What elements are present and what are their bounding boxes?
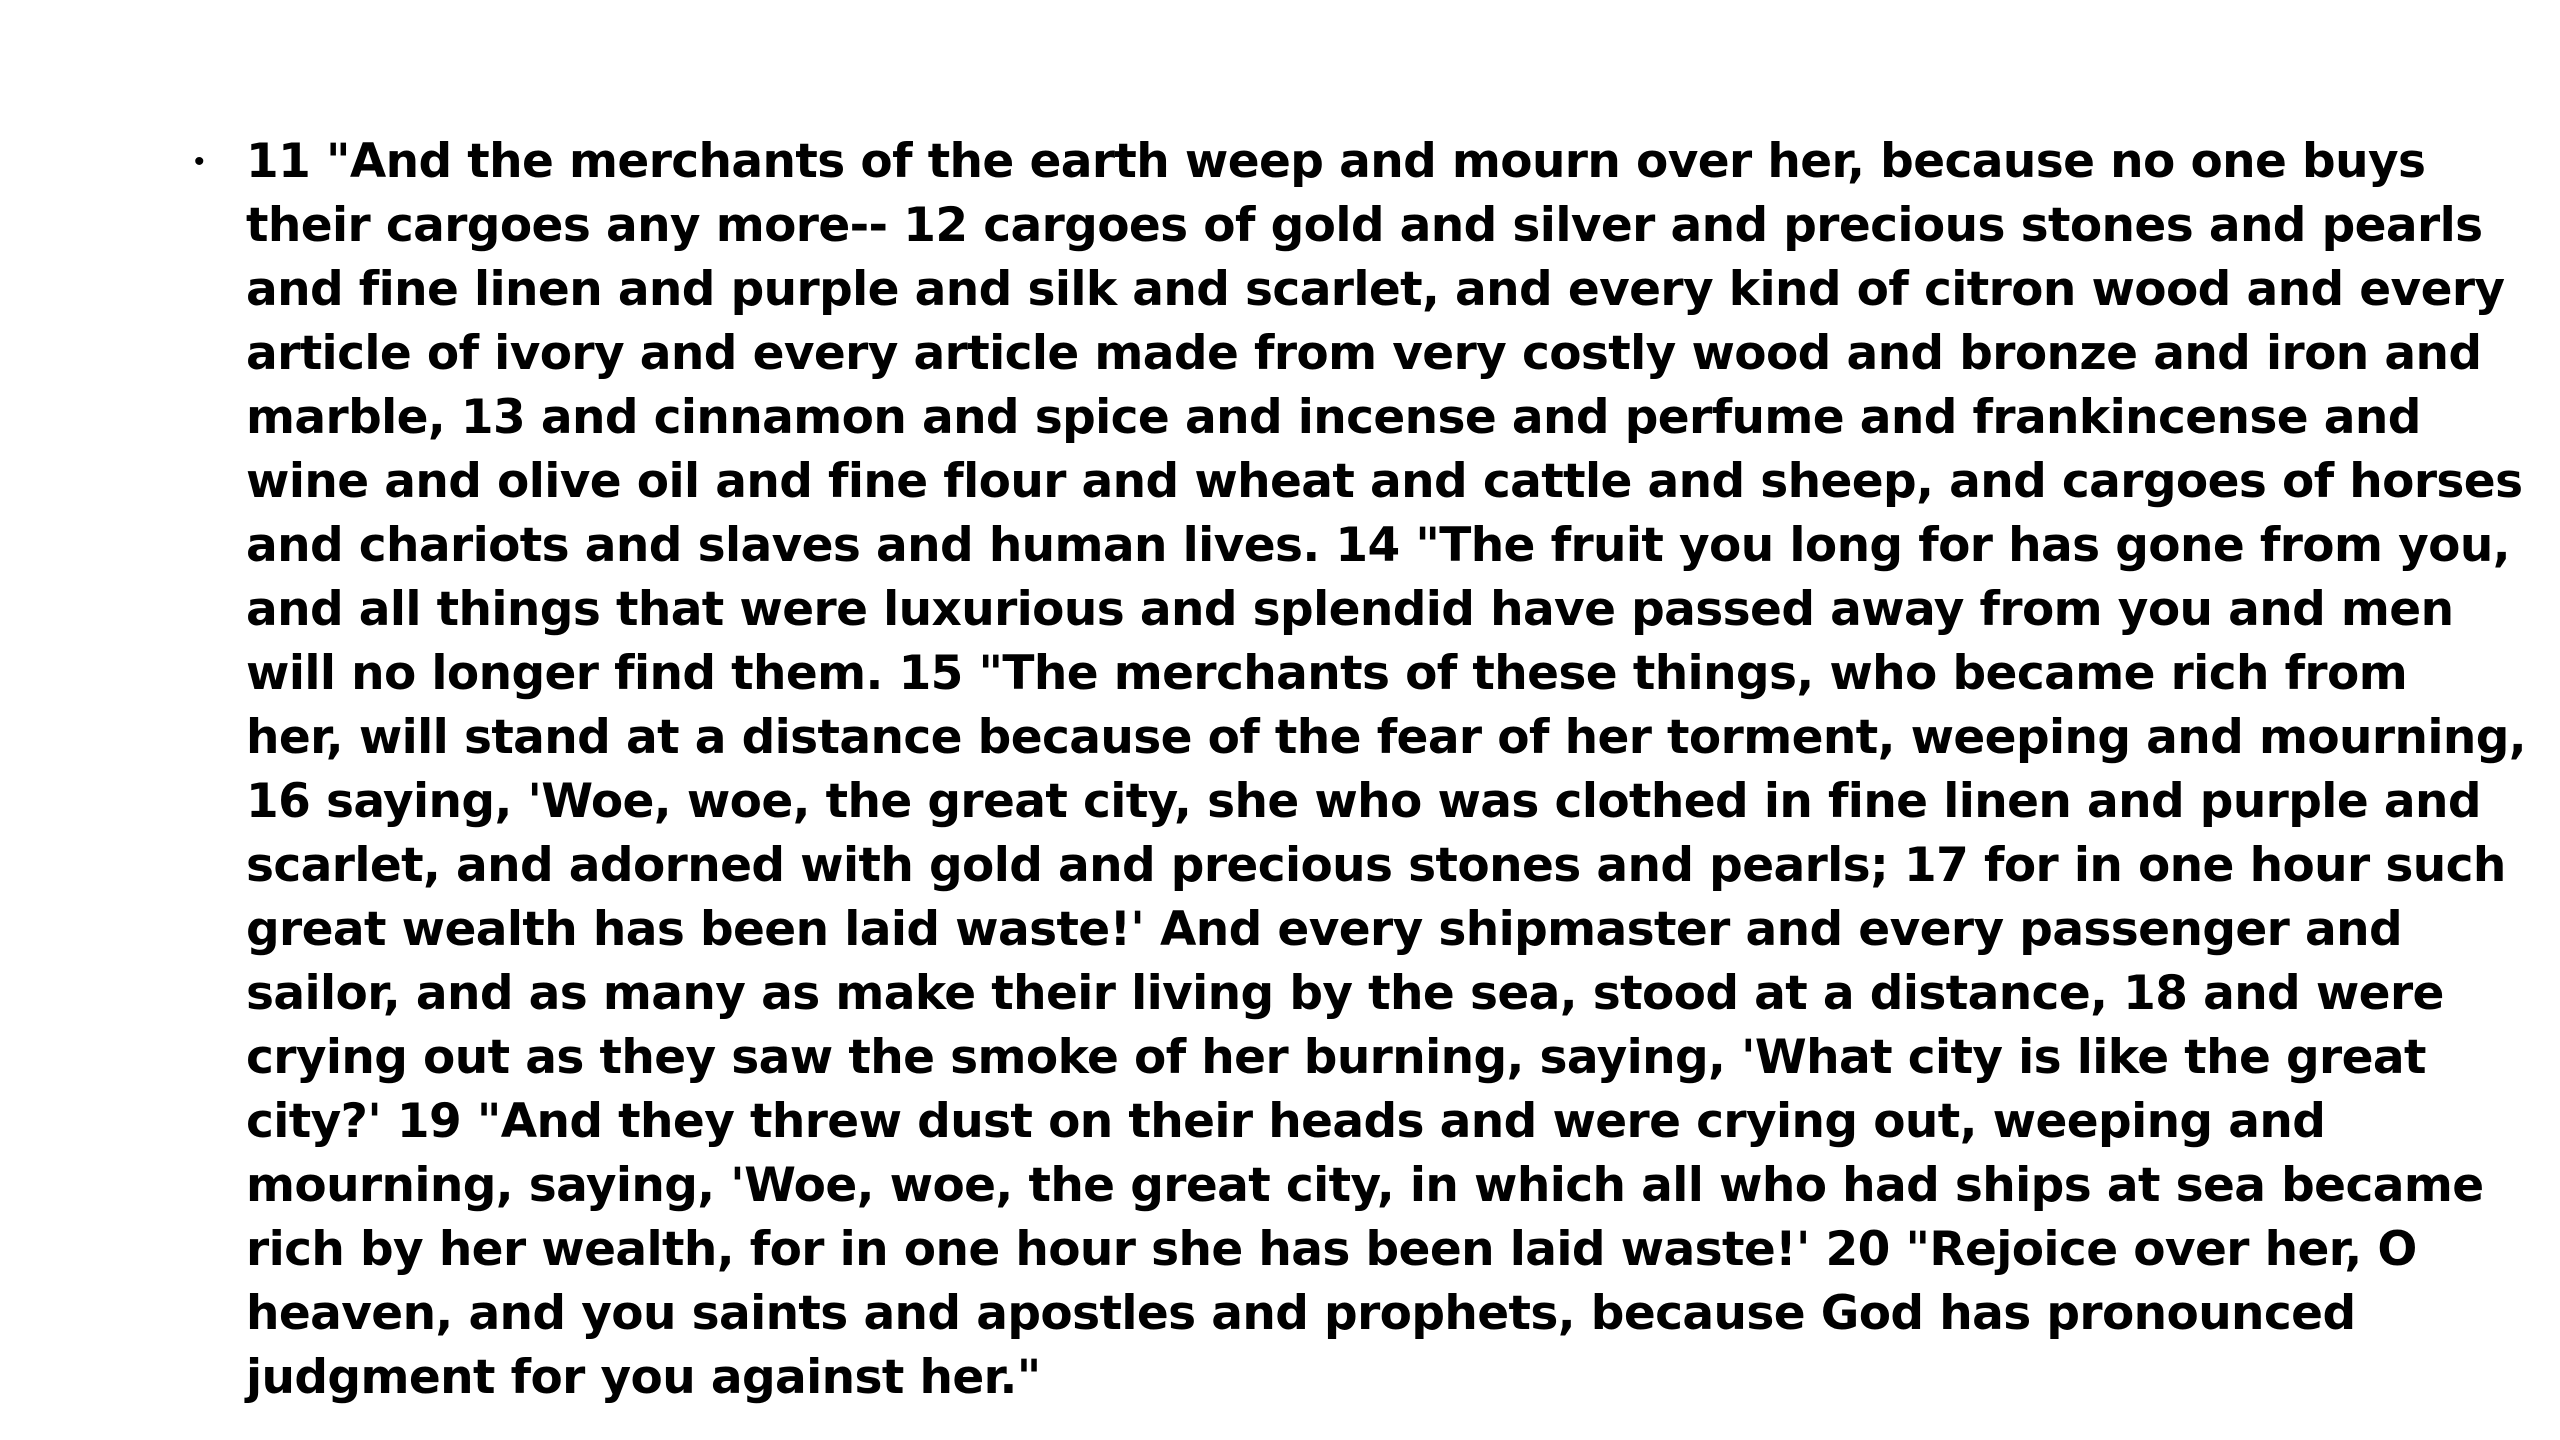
passage-line: heaven, and you saints and apostles and prophets, because God has pronounced xyxy=(246,1286,2356,1341)
passage-line: their cargoes any more-- 12 cargoes of gold and silver and precious stones and pearls xyxy=(246,198,2483,253)
passage-line: will no longer find them. 15 "The merchants of these things, who became rich from xyxy=(246,646,2408,701)
passage-line: wine and olive oil and fine flour and wheat and cattle and sheep, and cargoes of horses xyxy=(246,454,2523,509)
bullet-marker: • xyxy=(194,145,205,178)
passage-line: and fine linen and purple and silk and scarlet, and every kind of citron wood and every xyxy=(246,262,2505,317)
slide-content xyxy=(180,130,2526,1410)
passage-line: city?' 19 "And they threw dust on their heads and were crying out, weeping and xyxy=(246,1094,2326,1149)
passage-line: scarlet, and adorned with gold and precious stones and pearls; 17 for in one hour such xyxy=(246,838,2506,893)
passage-line: and all things that were luxurious and splendid have passed away from you and men xyxy=(246,582,2454,637)
passage-line: and chariots and slaves and human lives. 14 "The fruit you long for has gone from you, xyxy=(246,518,2510,573)
passage-line: rich by her wealth, for in one hour she has been laid waste!' 20 "Rejoice over her, O xyxy=(246,1222,2417,1277)
passage-line: judgment for you against her." xyxy=(246,1350,1041,1405)
passage-line: marble, 13 and cinnamon and spice and incense and perfume and frankincense and xyxy=(246,390,2421,445)
passage-line: 11 "And the merchants of the earth weep and mourn over her, because no one buys xyxy=(246,134,2426,189)
scripture-passage xyxy=(246,130,2526,1410)
passage-line: great wealth has been laid waste!' And every shipmaster and every passenger and xyxy=(246,902,2403,957)
passage-line: 16 saying, 'Woe, woe, the great city, she who was clothed in fine linen and purple and xyxy=(246,774,2481,829)
passage-line: crying out as they saw the smoke of her burning, saying, 'What city is like the great xyxy=(246,1030,2426,1085)
passage-line: her, will stand at a distance because of the fear of her torment, weeping and mourning, xyxy=(246,710,2526,765)
bullet-item xyxy=(180,130,2526,1410)
passage-line: mourning, saying, 'Woe, woe, the great city, in which all who had ships at sea became xyxy=(246,1158,2484,1213)
passage-line: sailor, and as many as make their living by the sea, stood at a distance, 18 and were xyxy=(246,966,2444,1021)
passage-line: article of ivory and every article made from very costly wood and bronze and iron and xyxy=(246,326,2482,381)
